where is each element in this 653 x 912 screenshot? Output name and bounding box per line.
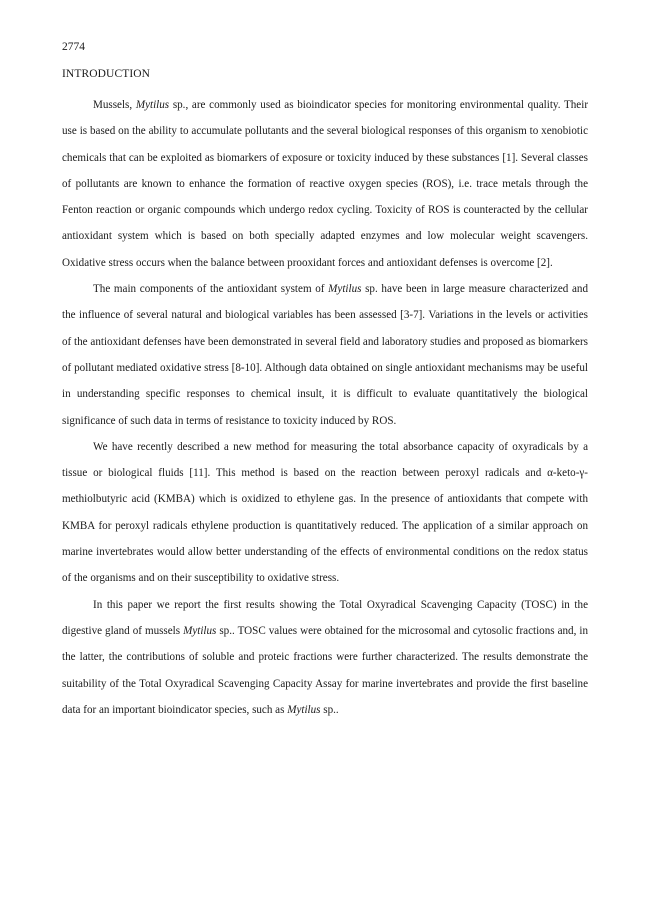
paragraph-text: sp.. TOSC values were obtained for the microsomal and cytosolic fractions and, in the latter, the contributions of soluble and proteic fractions were further characterized. The results demonstrate the suitability of the Total Oxyradical Scavenging Capacity Assay for marine invertebrates and provide the first baseline data for an important bioindicator species, such as: [62, 624, 588, 716]
paragraph-text: The main components of the antioxidant system of: [93, 283, 329, 296]
species-name: Mytilus: [287, 703, 321, 716]
paragraph-text: sp., are commonly used as bioindicator species for monitoring environmental quality. Their use is based on the ability to accumulate pollutants and the several biological responses of this organism to xenobiotic chemicals that can be exploited as biomarkers of exposure or toxicity induced by these substances [1]. Several classes of pollutants are known to enhance the formation of reactive oxygen species (ROS), i.e. trace metals through the Fenton reaction or organic compounds which undergo redox cycling. Toxicity of ROS is counteracted by the cellular antioxidant system which is based on both specially adapted enzymes and low molecular weight scavengers. Oxidative stress occurs when the balance between prooxidant forces and antioxidant defenses is overcome [2].: [62, 99, 589, 269]
paragraph-text: In this paper we report the first results showing the Total Oxyradical Scavenging Capacity (TOSC) in the digestive gland of mussels: [62, 598, 588, 637]
section-heading: INTRODUCTION: [62, 68, 151, 80]
species-name: Mytilus: [183, 624, 217, 637]
paragraph-2: [62, 276, 588, 434]
paragraph-text: sp..: [320, 703, 339, 716]
paragraph-4: [62, 592, 588, 723]
paragraph-text: Mussels,: [93, 99, 136, 111]
species-name: Mytilus: [328, 283, 362, 296]
paragraph-text: sp. have been in large measure characterized and the influence of several natural and biological variables has been assessed [3-7]. Variations in the levels or activities of the antioxidant defenses have been demonstrated in several field and laboratory studies and proposed as biomarkers of pollutant mediated oxidative stress [8-10]. Although data obtained on single antioxidant mechanisms may be useful in understanding specific responses to chemical insult, it is difficult to evaluate quantitatively the biological significance of such data in terms of resistance to toxicity induced by ROS.: [62, 283, 588, 427]
paragraph-text: We have recently described a new method for measuring the total absorbance capacity of oxyradicals by a tissue or biological fluids [11]. This method is based on the reaction between peroxyl radicals and α-keto-γ-methiolbutyric acid (KMBA) which is oxidized to ethylene gas. In the presence of antioxidants that compete with KMBA for peroxyl radicals ethylene production is quantitatively reduced. The application of a similar approach on marine invertebrates would allow better understanding of the effects of environmental conditions on the redox status of the organisms and on their susceptibility to oxidative stress.: [62, 440, 588, 585]
paragraph-1: [62, 92, 588, 276]
introduction-body: [62, 92, 588, 723]
paragraph-3: [62, 434, 588, 592]
species-name: Mytilus: [135, 99, 170, 111]
page-number: 2774: [62, 41, 85, 53]
